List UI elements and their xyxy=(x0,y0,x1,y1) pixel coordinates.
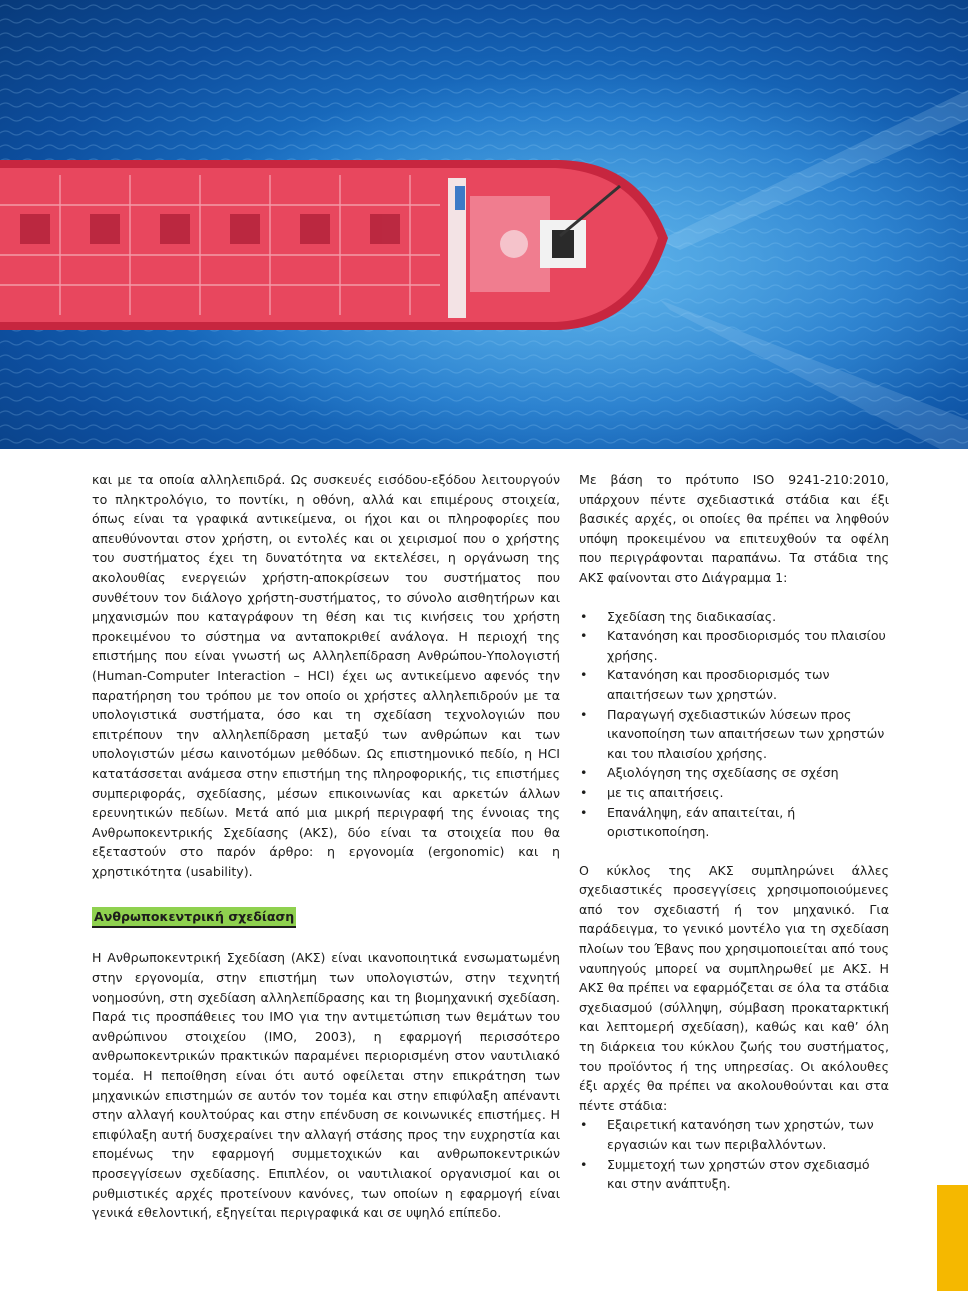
principles-list xyxy=(579,1115,889,1193)
list-item: • Αξιολόγηση της σχεδίασης σε σχέση xyxy=(579,763,889,783)
ship-illustration xyxy=(0,0,968,449)
list-item: • Εξαιρετική κατανόηση των χρηστών, των εργασιών και των περιβαλλόντων. xyxy=(579,1115,889,1154)
list-item: • Παραγωγή σχεδιαστικών λύσεων προς ικανοποίηση των απαιτήσεων των χρηστών και του πλαισίου χρήσης. xyxy=(579,705,889,764)
section-tab-marker xyxy=(937,1185,968,1291)
left-paragraph-1: και με τα οποία αλληλεπιδρά. Ως συσκευές εισόδου-εξόδου λειτουργούν το πληκτρολόγιο, το ποντίκι, η οθόνη, αλλά και επιμέρους στοιχεία, όπως είναι τα γραφικά αντικείμενα, οι ήχοι και οι πληροφορίες που απευθύνονται στον χρήστη, οι εντολές και οι χειρισμοί που ο χρήστης του συστήματος έχει τη δυνατότητα να εκτελέσει, η οργάνωση της ακολουθίας ενεργειών χρήστη-αποκρίσεων του συστήματος που συνθέτουν τον διάλογο χρήστη-συστήματος, το σύνολο αισθητήρων και μηχανισμών που καταγράφουν τη θέση και τις κινήσεις του χρήστη προκειμένου το σύστημα να ανταποκριθεί ανάλογα. Η περιοχή της επιστήμης που είναι γνωστή ως Αλληλεπίδραση Ανθρώπου-Υπολογιστή (Human-Computer Interaction – HCI) έχει ως αντικείμενο αφενός την παρατήρηση του τρόπου με τον οποίο οι χρήστες αλληλεπιδρούν με τα υπολογιστικά συστήματα, όσο και τη σχεδίαση τεχνολογιών που επιτρέπουν την αλληλεπίδραση μεταξύ των ανθρώπων και των υπολογιστών μέσω καινοτόμων μεθόδων. Ως επιστημονικό πεδίο, η HCI κατατάσσεται ανάμεσα στην επιστήμη της πληροφορικής, τις επιστήμες συμπεριφοράς, σχεδίασης, μέσων επικοινωνίας και αρκετών άλλων ερευνητικών πεδίων. Μετά από μια μικρή περιγραφή της έννοιας της Ανθρωποκεντρικής Σχεδίασης (ΑΚΣ), δύο είναι τα στοιχεία που θα εξεταστούν στο παρόν άρθρο: η εργονομία (ergonomic) και η χρηστικότητα (usability). xyxy=(92,472,560,879)
left-paragraph-2: Η Ανθρωποκεντρική Σχεδίαση (ΑΚΣ) είναι ικανοποιητικά ενσωματωμένη στην εργονομία, στην επιστήμη των υπολογιστών, στην τεχνητή νοημοσύνη, στη σχεδίαση αλληλεπίδρασης και τη βιομηχανική σχεδίαση. Παρά τις προσπάθειες του IMO για την αντιμετώπιση των θεμάτων του ανθρώπινου στοιχείου (IMO, 2003), η εφαρμογή περισσότερο ανθρωποκεντρικών πρακτικών παραμένει περιορισμένη στον ναυτιλιακό τομέα. Η πεποίθηση είναι ότι αυτό οφείλεται στην επικράτηση των μηχανικών επιστημών σε αυτόν τον τομέα και στην επιφύλαξη απέναντι στην αλλαγή κουλτούρας και στην επένδυση σε κοινωνικές επιστήμες. Η επιφύλαξη αυτή δυσχεραίνει την αλλαγή στάσης προς την ευχρηστία και επομένως την εφαρμογή συμμετοχικών και ανθρωποκεντρικών προσεγγίσεων σχεδίασης. Επιπλέον, οι ναυτιλιακοί οργανισμοί και οι ρυθμιστικές αρχές προτείνουν κανόνες, των οποίων η εφαρμογή είναι γενικά εθελοντική, εξηγείται περιγραφικά και σε υψηλό επίπεδο. xyxy=(92,950,560,1221)
right-column xyxy=(579,470,889,1194)
right-paragraph-2: Ο κύκλος της ΑΚΣ συμπληρώνει άλλες σχεδιαστικές προσεγγίσεις χρησιμοποιούμενες από τον σχεδιαστή ή τον μηχανικό. Για παράδειγμα, το γενικό μοντέλο για τη σχεδίαση πλοίων του Έβανς που χρησιμοποιείται από τους ναυπηγούς μπορεί να συμπληρωθεί με ΑΚΣ. Η ΑΚΣ θα πρέπει να εφαρμόζεται σε όλα τα στάδια σχεδιασμού (σύλληψη, σύμβαση προκαταρκτική και λεπτομερή σχεδίαση), καθώς και καθ’ όλη τη διάρκεια του κύκλου ζωής του συστήματος, του προϊόντος ή της υπηρεσίας. Οι ακόλουθες έξι αρχές θα πρέπει να ακολουθούνται και στα πέντε στάδια: xyxy=(579,862,889,1113)
list-item: • Σχεδίαση της διαδικασίας. xyxy=(579,607,889,627)
ship-aerial-photo xyxy=(0,0,968,449)
section-heading: Ανθρωποκεντρική σχεδίαση xyxy=(92,907,296,928)
list-item: • Κατανόηση και προσδιορισμός του πλαισίου χρήσης. xyxy=(579,626,889,665)
list-item: • Επανάληψη, εάν απαιτείται, ή οριστικοποίηση. xyxy=(579,803,889,842)
list-item: • με τις απαιτήσεις. xyxy=(579,783,889,803)
left-column xyxy=(92,470,560,1223)
right-paragraph-1: Με βάση το πρότυπο ISO 9241-210:2010, υπάρχουν πέντε σχεδιαστικά στάδια και έξι βασικές αρχές, οι οποίες θα πρέπει να ληφθούν υπόψη προκειμένου να επιτευχθούν τα οφέλη που περιγράφονται παραπάνω. Τα στάδια της ΑΚΣ φαίνονται στο Διάγραμμα 1: xyxy=(579,472,889,585)
list-item: • Συμμετοχή των χρηστών στον σχεδιασμό και στην ανάπτυξη. xyxy=(579,1155,889,1194)
list-item: • Κατανόηση και προσδιορισμός των απαιτήσεων των χρηστών. xyxy=(579,665,889,704)
stages-list xyxy=(579,607,889,842)
